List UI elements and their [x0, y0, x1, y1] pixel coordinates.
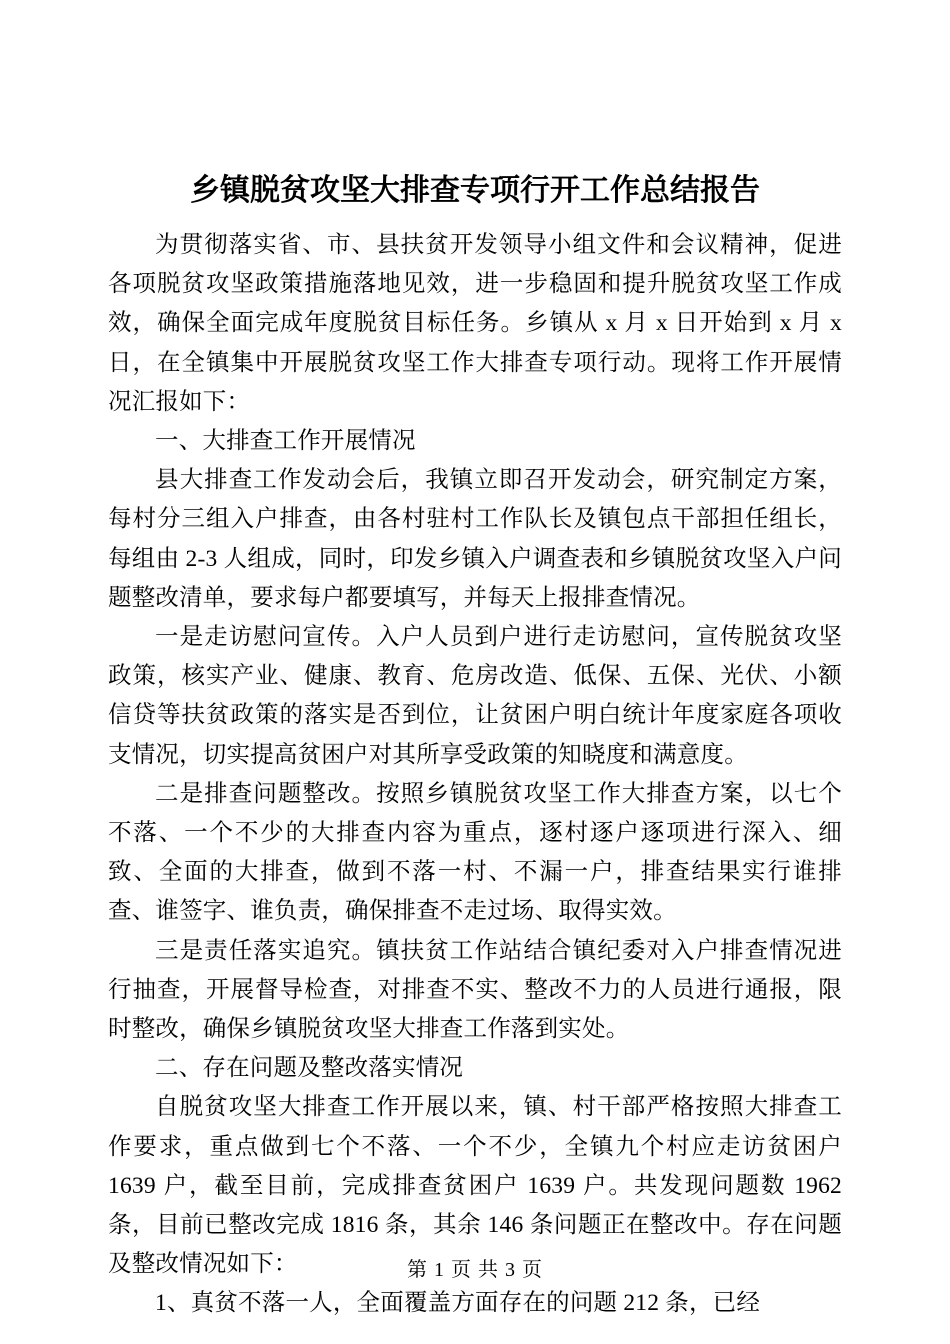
page-title: 乡镇脱贫攻坚大排查专项行开工作总结报告	[190, 173, 760, 208]
paragraph: 三是责任落实追究。镇扶贫工作站结合镇纪委对入户排查情况进行抽查，开展督导检查，对排查不实、整改不力的人员进行通报，限时整改，确保乡镇脱贫攻坚大排查工作落到实处。	[108, 937, 842, 1043]
page-footer: 第 1 页 共 3 页	[407, 1259, 543, 1281]
paragraph: 一是走访慰问宣传。入户人员到户进行走访慰问，宣传脱贫攻坚政策，核实产业、健康、教育、危房改造、低保、五保、光伏、小额信贷等扶贫政策的落实是否到位，让贫困户明白统计年度家庭各项收支情况，切实提高贫困户对其所享受政策的知晓度和满意度。	[108, 624, 842, 768]
paragraph: 1、真贫不落一人，全面覆盖方面存在的问题 212 条，已经	[155, 1290, 761, 1317]
paragraph: 二、存在问题及整改落实情况	[155, 1055, 464, 1082]
document-body	[108, 226, 842, 1324]
paragraph: 县大排查工作发动会后，我镇立即召开发动会，研究制定方案，每村分三组入户排查，由各村驻村工作队长及镇包点干部担任组长，每组由 2-3 人组成，同时，印发乡镇入户调查表和乡镇脱贫攻坚入户问题整改清单，要求每户都要填写，并每天上报排查情况。	[108, 467, 842, 611]
paragraph: 二是排查问题整改。按照乡镇脱贫攻坚工作大排查方案，以七个不落、一个不少的大排查内容为重点，逐村逐户逐项进行深入、细致、全面的大排查，做到不落一村、不漏一户，排查结果实行谁排查、谁签字、谁负责，确保排查不走过场、取得实效。	[108, 780, 842, 925]
paragraph: 自脱贫攻坚大排查工作开展以来，镇、村干部严格按照大排查工作要求，重点做到七个不落、一个不少，全镇九个村应走访贫困户 1639 户，截至目前，完成排查贫困户 1639 户。共发现问题数 1962 条，目前已整改完成 1816 条，其余 146 条问题正在整改中。存在问题及整改情况如下：	[108, 1094, 842, 1278]
paragraph: 一、大排查工作开展情况	[155, 428, 416, 455]
paragraph: 为贯彻落实省、市、县扶贫开发领导小组文件和会议精神，促进各项脱贫攻坚政策措施落地见效，进一步稳固和提升脱贫攻坚工作成效，确保全面完成年度脱贫目标任务。乡镇从 x 月 x 日开始到 x 月 x 日，在全镇集中开展脱贫攻坚工作大排查专项行动。现将工作开展情况汇报如下：	[108, 232, 842, 415]
